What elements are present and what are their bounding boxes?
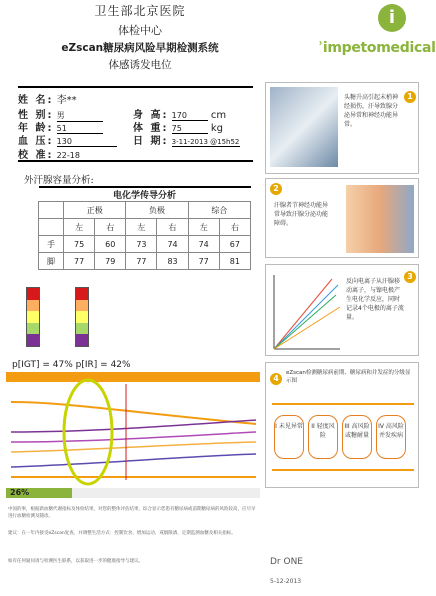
curve-blue	[11, 454, 256, 467]
probability-scores: p[IGT] = 47% p[IR] = 42%	[12, 360, 131, 370]
table-row: 脚 77 79 77 83 77 81	[39, 253, 251, 270]
panel-4: 4 eZscan检测糖尿病前期、糖尿病和并发症的分级显示图 I 未见异常 II 轻度风险 III 高风险或糖耐量 IV 高风险并发疾病	[265, 362, 419, 488]
hospital-name: 卫生部北京医院	[94, 4, 186, 18]
progress-label: 26%	[10, 488, 30, 497]
gland-image	[346, 185, 414, 253]
conduction-table: 电化学传导分析 正极 负极 综合 左 右 左 右 左 右 手 75 60 73 74 74 67 脚 77 79 77 83 77 81	[38, 186, 251, 270]
stage-1: I 未见异常	[274, 415, 304, 459]
highlight-ring	[64, 380, 112, 484]
ir-gauge	[75, 287, 89, 347]
impeto-logo-icon: i	[378, 4, 406, 32]
center-name: 体检中心	[118, 24, 162, 37]
group-header: 正极	[64, 202, 126, 219]
report-date: 5-12-2013	[270, 578, 302, 585]
impeto-logo: ʾimpetomedical	[318, 40, 436, 56]
analysis-title: 外汗腺容量分析:	[24, 175, 94, 186]
stage-4: IV 高风险并发疾病	[376, 415, 406, 459]
system-name: eZscan糖尿病风险早期检测系统	[61, 42, 219, 54]
panel-3: 3 反向电离子从汗腺移动离子，与镍电极产生电化学反应，同时记录4个电极的离子流量。	[265, 264, 419, 356]
table-caption: 电化学传导分析	[39, 187, 251, 202]
paragraph: 中国的事，根据新血糖代谢指标及体检结果，对您的整体评估结果，综合显示您患有糖尿病或前期糖尿病的风险较高，应尽早进行血糖检测及随诊。	[8, 507, 256, 519]
group-header: 负极	[126, 202, 188, 219]
igt-gauge	[26, 287, 40, 347]
doctor-name: Dr ONE	[270, 557, 303, 567]
panel-2: 2 汗腺者节神经功能异常导致汗腺分泌功能障碍。	[265, 178, 419, 258]
paragraph: 如有任何疑问请与检测医生联系，以获取进一步的健康指导与建议。	[8, 559, 143, 564]
step-badge: 3	[404, 271, 416, 283]
curve-magenta	[11, 432, 256, 442]
step-badge: 4	[270, 373, 282, 385]
stage-2: II 轻度风险	[308, 415, 338, 459]
curve-orange	[11, 402, 256, 424]
patient-info: 姓 名: 李** 性 别: 男 年 龄: 51 血 压: 130 校 准: 22-18 身 高: 170 cm 体 重: 75 kg 日 期: 3-11-2013 @15h52	[18, 86, 253, 162]
top-bar	[6, 372, 260, 382]
group-header: 综合	[188, 202, 250, 219]
stage-3: III 高风险或糖耐量	[342, 415, 372, 459]
skin-image	[270, 87, 338, 167]
step-badge: 1	[404, 91, 416, 103]
risk-curve-graphic	[6, 372, 260, 502]
test-name: 体感诱发电位	[108, 59, 172, 71]
table-row: 手 75 60 73 74 74 67	[39, 236, 251, 253]
paragraph: 建议：在一年内接受eZscan复查，并调整生活方式：控制饮食、增加运动、戒烟限酒，定期监测血糖及相关指标。	[8, 531, 236, 536]
step-badge: 2	[270, 183, 282, 195]
conductance-graph	[272, 273, 342, 351]
curve-purple	[11, 420, 256, 432]
panel-1: 头糖升高引起末梢神经损伤，汗导致腺分泌异常和神经功能异常。 1	[265, 82, 419, 174]
curve-amber	[11, 442, 256, 452]
